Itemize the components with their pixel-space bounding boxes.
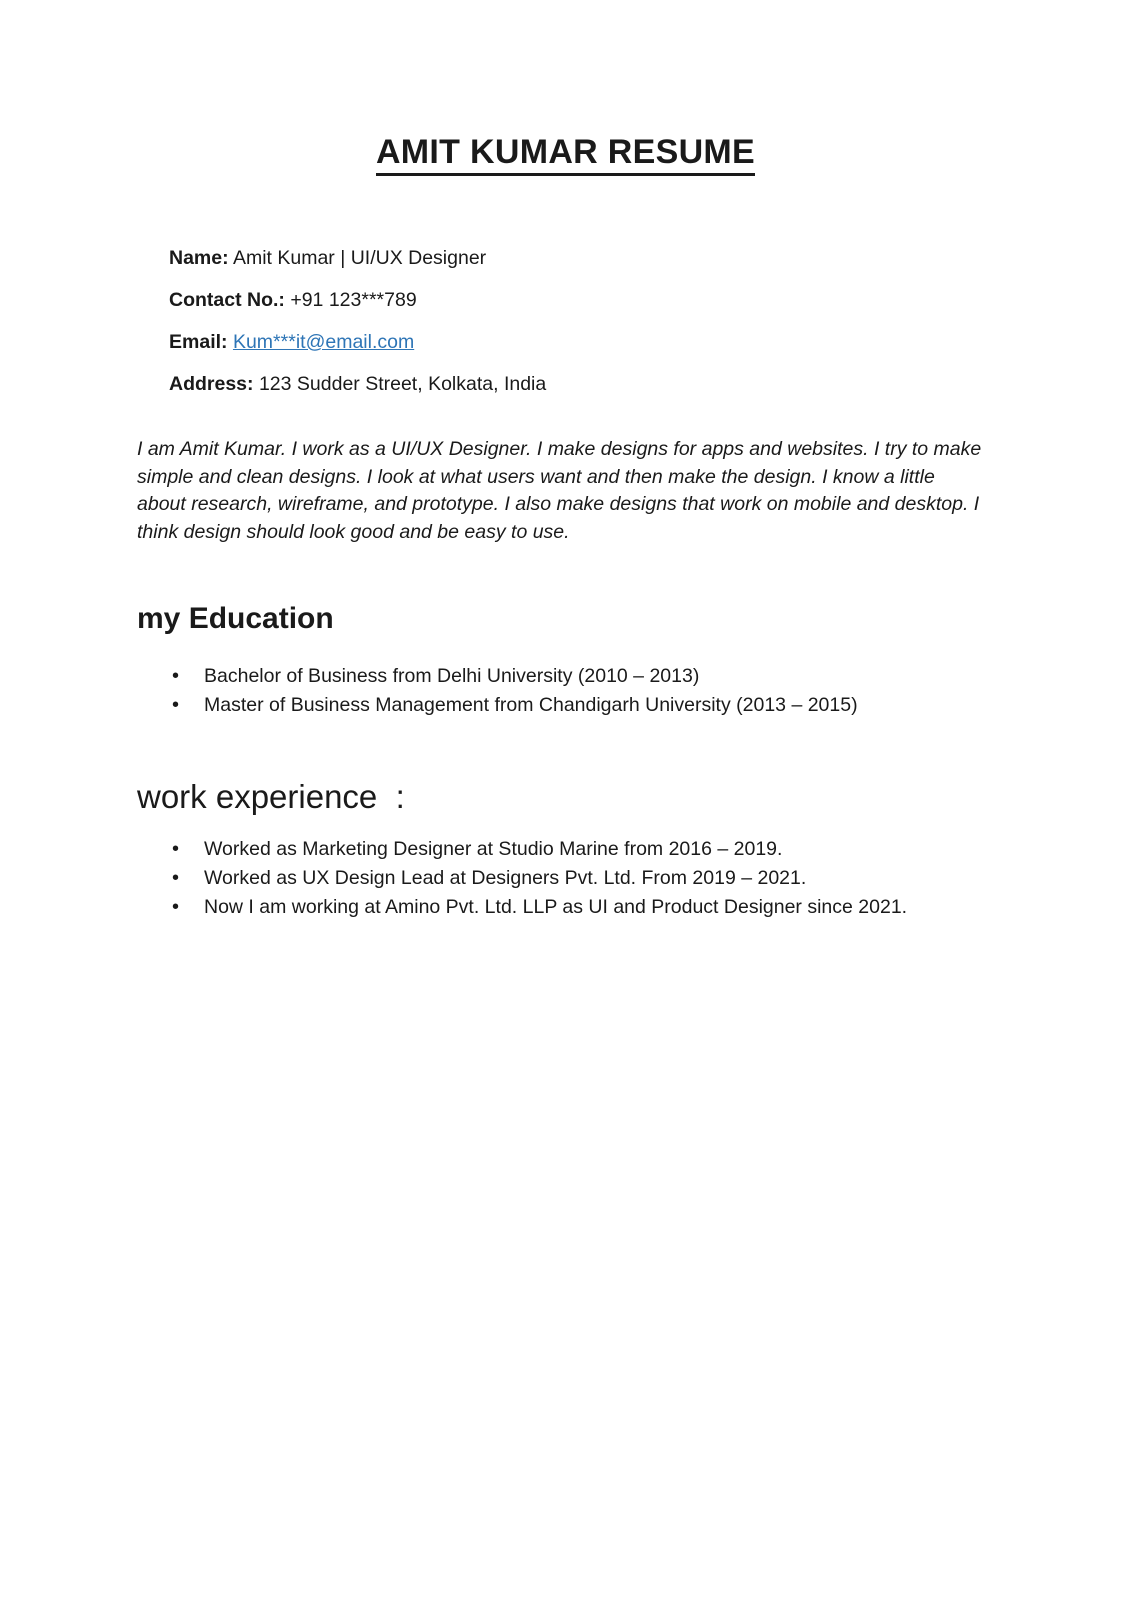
contact-block	[169, 247, 994, 395]
experience-heading: work experience :	[137, 778, 405, 815]
contact-phone-line	[169, 289, 994, 311]
education-item: • Master of Business Management from Chandigarh University (2013 – 2015)	[204, 691, 994, 720]
education-list	[137, 662, 994, 720]
contact-email-line	[169, 331, 994, 353]
page-title-text: AMIT KUMAR RESUME	[376, 132, 755, 176]
experience-item: • Worked as Marketing Designer at Studio Marine from 2016 – 2019.	[204, 835, 994, 864]
contact-name-line	[169, 247, 994, 269]
education-item: • Bachelor of Business from Delhi University (2010 – 2013)	[204, 662, 994, 691]
page-title	[137, 132, 994, 176]
contact-address-line	[169, 373, 994, 395]
email-link[interactable]: Kum***it@email.com	[232, 331, 415, 353]
contact-email-label: Email:	[169, 331, 228, 353]
experience-item: • Worked as UX Design Lead at Designers Pvt. Ltd. From 2019 – 2021.	[204, 864, 994, 893]
experience-list	[137, 835, 994, 922]
contact-name-label: Name:	[169, 247, 229, 269]
experience-item: • Now I am working at Amino Pvt. Ltd. LLP as UI and Product Designer since 2021.	[204, 893, 994, 922]
contact-address-label: Address:	[169, 373, 254, 395]
contact-phone-label: Contact No.:	[169, 289, 285, 311]
summary-paragraph: I am Amit Kumar. I work as a UI/UX Designer. I make designs for apps and websites. I try to make simple and clean designs. I look at what users want and then make the design. I know a little about research, wireframe, and prototype. I also make designs that work on mobile and desktop. I think design should look good and be easy to use.	[137, 438, 982, 543]
contact-name-value: Amit Kumar | UI/UX Designer	[232, 247, 487, 269]
education-heading: my Education	[137, 602, 334, 635]
contact-address-value: 123 Sudder Street, Kolkata, India	[258, 373, 547, 395]
contact-phone-value: +91 123***789	[290, 289, 417, 311]
